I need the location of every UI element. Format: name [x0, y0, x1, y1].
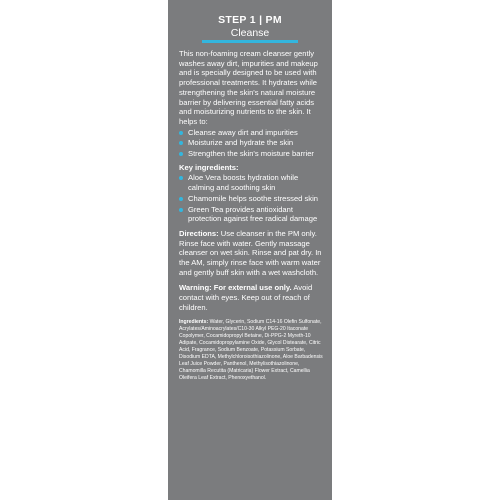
- key-ingredients-list: [179, 173, 324, 224]
- list-item: [179, 194, 324, 204]
- ingredient-text: Green Tea provides antioxidant protection against free radical damage: [188, 204, 318, 224]
- key-ingredients-heading: Key ingredients:: [179, 162, 239, 172]
- benefits-list: [179, 128, 324, 159]
- list-item: [179, 173, 324, 192]
- bullet-dot-icon: [179, 176, 183, 180]
- label-content: [168, 43, 332, 382]
- bullet-dot-icon: [179, 208, 183, 212]
- product-label-panel: [168, 0, 332, 500]
- benefit-text: Strengthen the skin's moisture barrier: [188, 149, 314, 159]
- bullet-dot-icon: [179, 141, 183, 145]
- directions-text: Use cleanser in the PM only. Rinse face with water. Gently massage cleanser on wet skin. Rinse and pat dry. In the AM, simply rinse face with warm water and gently buff skin with a wet washcloth.: [179, 228, 322, 277]
- bullet-dot-icon: [179, 197, 183, 201]
- list-item: [179, 205, 324, 224]
- ingredient-text: Aloe Vera boosts hydration while calming and soothing skin: [188, 173, 299, 193]
- bullet-dot-icon: [179, 152, 183, 156]
- list-item: [179, 138, 324, 148]
- directions-label: Directions:: [179, 228, 219, 238]
- ingredients-text: Water, Glycerin, Sodium C14-16 Olefin Sulfonate, Acrylates/Aminoacrylates/C10-30 Alkyl PEG-20 Itaconate Copolymer, Cocamidopropyl Betaine, Di-PPG-2 Myreth-10 Adipate, Cocamidopropylamine Oxide, Glycol Distearate, Citric Acid, Fragrance, Sodium Benzoate, Potassium Sorbate, Disodium EDTA, Methylchloroisothiazolinone, Aloe Barbadensis Leaf Juice Powder, Panthenol, Methylisothiazolinone, Chamomilla Recutita (Matricaria) Flower Extract, Camellia Oleifera Leaf Extract, Phenoxyethanol.: [179, 318, 323, 382]
- label-header: [168, 14, 332, 43]
- list-item: [179, 128, 324, 138]
- bullet-dot-icon: [179, 131, 183, 135]
- ingredient-text: Chamomile helps soothe stressed skin: [188, 193, 318, 203]
- intro-paragraph: This non-foaming cream cleanser gently washes away dirt, impurities and makeup and is specially designed to be used with professional treatments. It hydrates while strengthening the skin's natural moisture barrier by delivering essential fatty acids and moisturizing nutrients to the skin. It helps to:: [179, 49, 318, 126]
- ingredients-label: Ingredients:: [179, 318, 209, 325]
- benefit-text: Moisturize and hydrate the skin: [188, 138, 294, 148]
- step-subtitle: Cleanse: [230, 27, 270, 39]
- benefit-text: Cleanse away dirt and impurities: [188, 127, 298, 137]
- step-title: STEP 1 | PM: [218, 14, 282, 26]
- list-item: [179, 149, 324, 159]
- directions-paragraph: [179, 229, 324, 278]
- warning-paragraph: [179, 283, 324, 312]
- ingredients-paragraph: [179, 319, 324, 383]
- warning-text: Avoid contact with eyes. Keep out of reach of children.: [179, 283, 313, 312]
- warning-label: Warning: For external use only.: [179, 283, 292, 293]
